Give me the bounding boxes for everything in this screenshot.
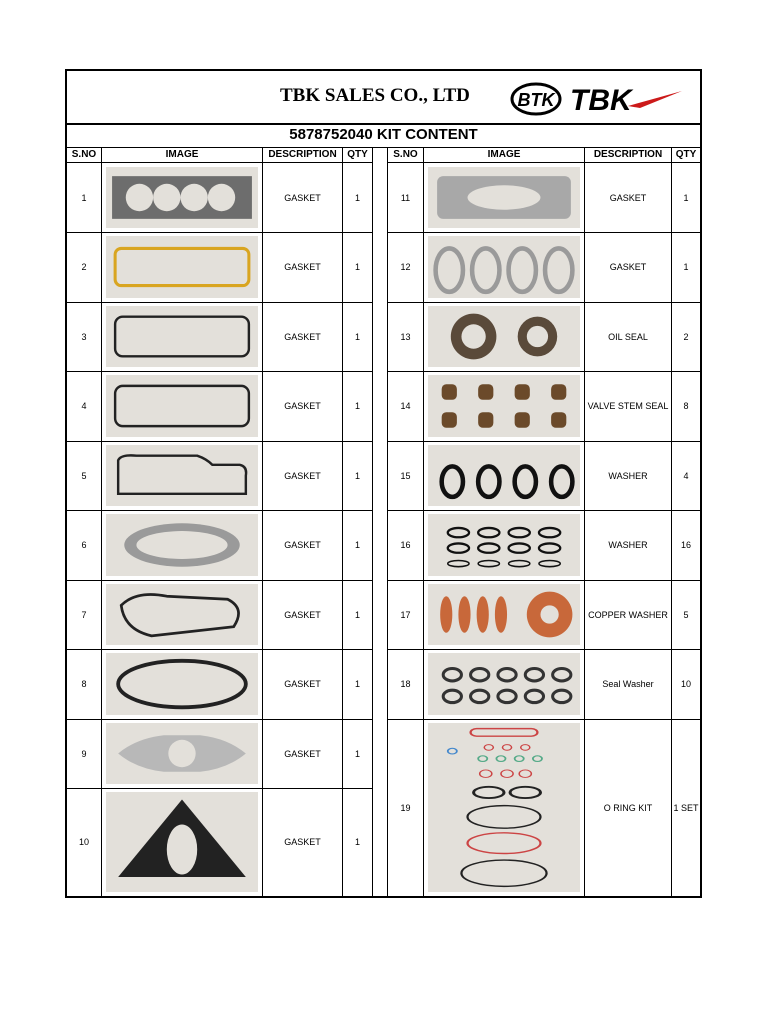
grid-vline	[372, 148, 373, 896]
left-qty-cell: 1	[354, 262, 360, 272]
oil-seal-icon	[428, 306, 580, 367]
washer-icon	[428, 445, 580, 506]
right-description-cell: COPPER WASHER	[588, 609, 668, 620]
right-sno-cell: 16	[400, 540, 411, 550]
triangle-gasket-icon	[106, 792, 258, 892]
right-qty-cell: 10	[680, 679, 691, 689]
right-qty-cell: 5	[683, 609, 689, 620]
right-description-cell: GASKET	[609, 192, 647, 203]
left-description-cell: GASKET	[284, 679, 321, 689]
right-sno-cell: 14	[400, 401, 411, 411]
grid-vline	[423, 148, 424, 896]
cover-gasket-icon	[106, 375, 258, 437]
left-description-cell: GASKET	[284, 837, 321, 847]
left-description-cell: GASKET	[284, 192, 321, 203]
right-image-header: IMAGE	[424, 148, 584, 163]
right-qty-cell: 1	[683, 262, 689, 272]
head-gasket-icon	[106, 167, 258, 228]
right-description-cell: WASHER	[608, 540, 648, 550]
left-sno-cell: 5	[81, 470, 87, 481]
left-description-cell: GASKET	[284, 470, 321, 481]
left-qty-cell: 1	[354, 192, 360, 203]
left-description-cell: GASKET	[284, 748, 321, 759]
left-description-cell: GASKET	[284, 262, 321, 272]
left-sno-cell: 1	[81, 192, 87, 203]
right-sno-cell: 11	[400, 192, 411, 203]
oval-gasket-icon	[106, 653, 258, 715]
left-description-cell: GASKET	[284, 401, 321, 411]
right-sno-cell: 12	[400, 262, 411, 272]
right-sno-cell: 13	[400, 331, 411, 342]
left-description-cell: GASKET	[284, 331, 321, 342]
right-description-cell: OIL SEAL	[608, 331, 648, 342]
left-qty-cell: 1	[354, 609, 360, 620]
left-description-cell: GASKET	[284, 540, 321, 550]
yellow-gasket-icon	[106, 236, 258, 298]
left-qty-cell: 1	[354, 540, 360, 550]
right-qty-cell: 8	[683, 401, 689, 411]
left-image-header: IMAGE	[102, 148, 262, 163]
company-name: TBK SALES CO., LTD	[280, 85, 470, 106]
left-qty-cell: 1	[354, 748, 360, 759]
right-description-cell: O RING KIT	[603, 802, 653, 813]
left-sno-cell: 9	[81, 748, 87, 759]
right-qty-cell: 16	[680, 540, 691, 550]
right-description-header: DESCRIPTION	[585, 148, 671, 163]
right-qty-cell: 1 SET	[673, 802, 699, 813]
left-sno-cell: 7	[81, 609, 87, 620]
left-qty-cell: 1	[354, 331, 360, 342]
pump-gasket-icon	[106, 584, 258, 645]
left-sno-cell: 4	[81, 401, 87, 411]
intake-gasket-icon	[428, 236, 580, 298]
seal-washer-icon	[428, 653, 580, 715]
left-sno-cell: 2	[81, 262, 87, 272]
right-sno-cell: 15	[400, 470, 411, 481]
right-qty-cell: 4	[683, 470, 689, 481]
left-sno-cell: 3	[81, 331, 87, 342]
right-description-cell: VALVE STEM SEAL	[587, 401, 669, 411]
left-qty-cell: 1	[354, 679, 360, 689]
left-sno-cell: 10	[78, 837, 89, 847]
washer-set-icon	[428, 514, 580, 576]
o-ring-kit-icon	[428, 723, 580, 892]
left-qty-cell: 1	[354, 401, 360, 411]
right-sno-header: S.NO	[388, 148, 423, 163]
manifold-gasket-icon	[428, 167, 580, 228]
logo-badge-text: BTK	[517, 90, 555, 110]
left-qty-header: QTY	[343, 148, 372, 163]
right-sno-cell: 19	[400, 802, 411, 813]
right-description-cell: GASKET	[609, 262, 647, 272]
left-qty-cell: 1	[354, 837, 360, 847]
kit-content-sheet	[65, 69, 702, 898]
copper-washer-icon	[428, 584, 580, 645]
right-description-cell: Seal Washer	[602, 679, 654, 689]
right-qty-header: QTY	[672, 148, 700, 163]
left-description-header: DESCRIPTION	[263, 148, 342, 163]
logo-brand-text: TBK	[570, 84, 632, 117]
left-description-cell: GASKET	[284, 609, 321, 620]
kit-title: 5878752040 KIT CONTENT	[67, 123, 700, 148]
company-header	[67, 71, 700, 125]
pan-gasket-icon	[106, 445, 258, 506]
left-sno-cell: 6	[81, 540, 87, 550]
left-sno-cell: 8	[81, 679, 87, 689]
right-sno-cell: 17	[400, 609, 411, 620]
right-qty-cell: 1	[683, 192, 689, 203]
flange-gasket-icon	[106, 514, 258, 576]
brand-logo	[510, 79, 690, 117]
valve-stem-seal-icon	[428, 375, 580, 437]
right-qty-cell: 2	[683, 331, 689, 342]
grid-vline	[101, 148, 102, 896]
right-description-cell: WASHER	[608, 470, 648, 481]
egr-gasket-icon	[106, 723, 258, 784]
right-sno-cell: 18	[400, 679, 411, 689]
cover-gasket-icon	[106, 306, 258, 367]
left-qty-cell: 1	[354, 470, 360, 481]
left-sno-header: S.NO	[67, 148, 101, 163]
